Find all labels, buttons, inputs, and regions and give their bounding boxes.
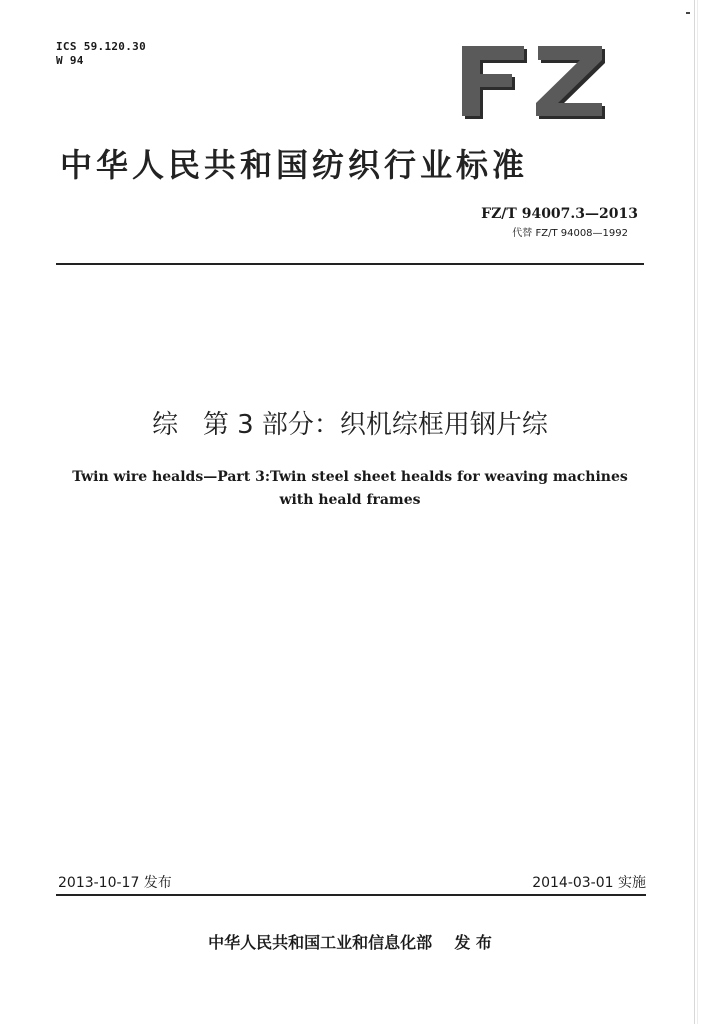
- implementation-date: 2014-03-01 实施: [532, 875, 646, 891]
- title-en-line-2: with heald frames: [279, 492, 421, 508]
- header-divider: [56, 263, 644, 265]
- scan-edge-line: [694, 0, 695, 1024]
- document-title-en: [0, 466, 700, 512]
- replaces-standard: 代替 FZ/T 94008—1992: [512, 228, 628, 239]
- fz-logo: [462, 46, 608, 122]
- standard-number: FZ/T 94007.3—2013: [481, 206, 638, 222]
- document-title-zh: 综 第 3 部分：织机综框用钢片综: [152, 410, 548, 440]
- issue-date: 2013-10-17 发布: [58, 875, 172, 891]
- title-en-line-1: Twin wire healds—Part 3:Twin steel sheet healds for weaving machines: [72, 469, 628, 485]
- footer-divider: [56, 894, 646, 896]
- ics-code: ICS 59.120.30: [56, 40, 146, 53]
- scan-edge-line: [697, 0, 698, 1024]
- ics-classification: [56, 40, 146, 68]
- scan-speck: [686, 12, 690, 14]
- classification-code: W 94: [56, 54, 84, 67]
- standard-category-title: 中华人民共和国纺织行业标准: [60, 146, 529, 184]
- issuing-authority: 中华人民共和国工业和信息化部 发 布: [208, 933, 492, 952]
